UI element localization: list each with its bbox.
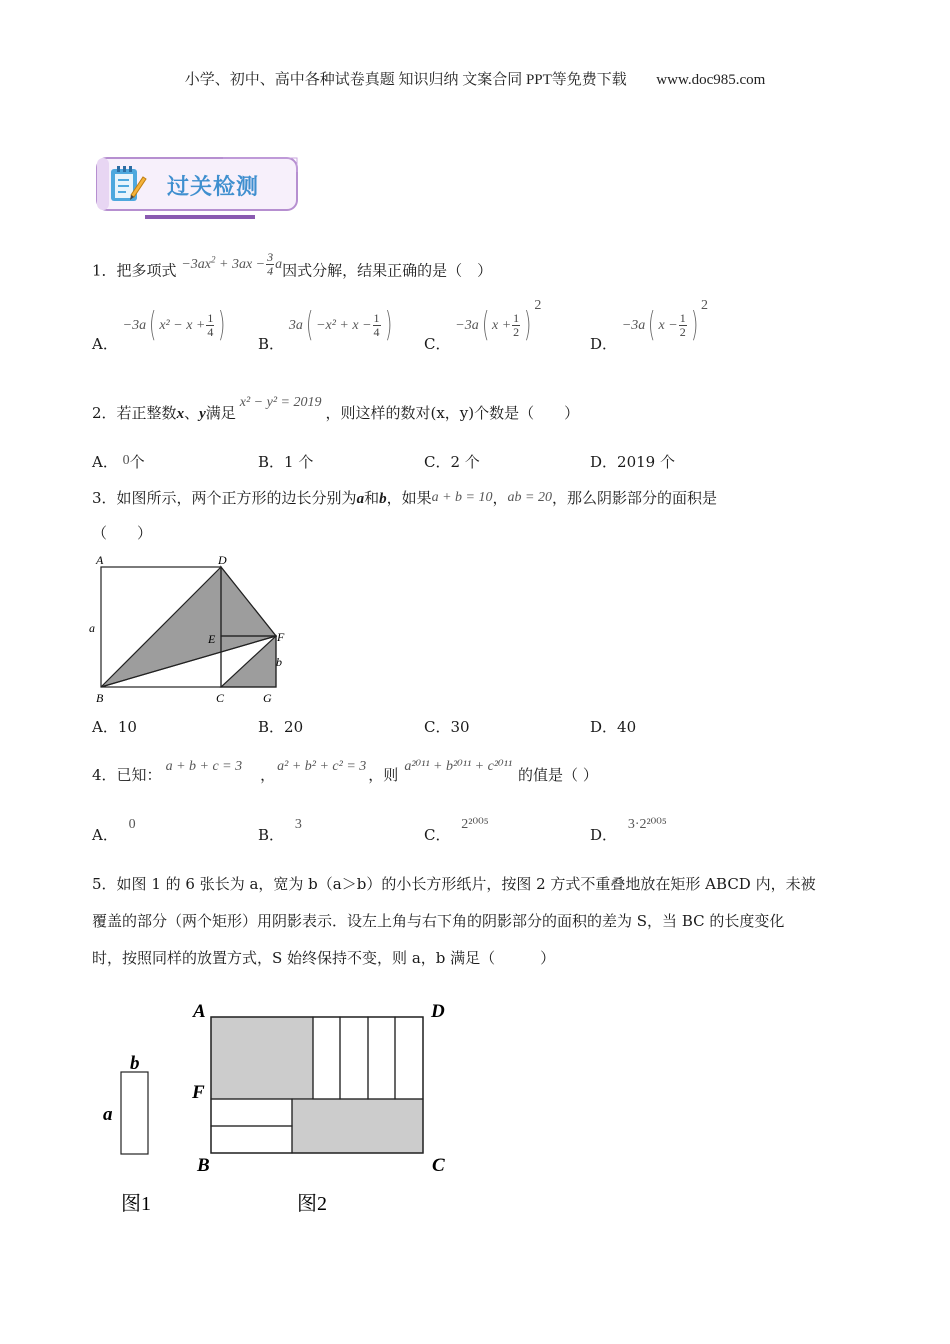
q1-frac-den: 4 (267, 263, 274, 278)
frac-den: 4 (207, 324, 214, 339)
q2-equation: x² − y² = 2019 (239, 395, 322, 410)
fig2-label-b: B (197, 1155, 210, 1176)
q2-sep: 、 (184, 404, 200, 422)
label-g: G (263, 691, 272, 705)
label-d: D (218, 553, 227, 567)
notepad-pencil-icon (109, 165, 147, 205)
fig2-label-a: A (193, 1001, 206, 1022)
q2-var-x: x (176, 406, 185, 422)
option-label: B． (258, 335, 285, 353)
q4-comma: ， (260, 766, 276, 784)
question-1 (92, 249, 493, 286)
q4-option-b[interactable] (258, 817, 302, 848)
q2-prefix: 若正整数 (116, 404, 177, 422)
label-f: F (277, 630, 285, 644)
q1-frac-num: 3 (267, 249, 274, 264)
q5-number: 5． (92, 875, 117, 893)
option-frac (373, 312, 381, 339)
q3-var-b: b (379, 491, 387, 507)
option-inner: x − (658, 318, 678, 333)
option-coef: −3a (122, 318, 147, 333)
option-label: B． (258, 718, 285, 736)
right-paren: ) (218, 305, 226, 345)
frac-den: 2 (513, 324, 520, 339)
question-4 (92, 759, 598, 788)
q3-text1: 如图所示，两个正方形的边长分别为 (116, 489, 357, 507)
fig2-horizontal-strip (211, 1099, 292, 1126)
frac-num: 1 (513, 310, 520, 325)
q4-option-a[interactable] (92, 817, 136, 848)
label-b: B (96, 691, 104, 705)
fig2-label-f: F (192, 1082, 205, 1103)
banner-title: 过关检测 (167, 175, 260, 200)
option-frac (679, 312, 687, 339)
option-label: A． (92, 335, 118, 353)
option-inner: −x² + x − (316, 318, 372, 333)
header-left-text: 小学、初中、高中各种试卷真题 知识归纳 文案合同 PPT等免费下载 (184, 72, 627, 88)
q3-answer-paren: （ ） (92, 524, 153, 542)
q4-option-d[interactable] (590, 817, 667, 848)
q2-suffix: ，则这样的数对(x，y)个数是（ ） (325, 404, 580, 422)
label-side-a: a (89, 621, 95, 635)
q1-option-b[interactable] (258, 305, 395, 353)
q4-eq2: a² + b² + c² = 3 (277, 759, 367, 774)
option-value: 20 (284, 718, 304, 736)
option-value: 0 (128, 817, 136, 832)
fig1-label-b: b (130, 1053, 140, 1074)
option-label: B． (258, 453, 285, 471)
option-label: D． (590, 826, 618, 844)
option-value: 2019 个 (617, 453, 675, 471)
q3-option-a[interactable] (92, 716, 137, 738)
fig2-shaded-top-left (211, 1017, 313, 1099)
fig2-vertical-strip (313, 1017, 340, 1099)
fig2-vertical-strip (395, 1017, 423, 1099)
option-label: C． (424, 718, 451, 736)
question-3 (92, 487, 717, 511)
option-value: 3 (294, 817, 302, 832)
option-value: 2²⁰⁰⁵ (461, 817, 489, 832)
q4-then: ，则 (368, 766, 399, 784)
question-2 (92, 395, 580, 426)
frac-num: 1 (679, 310, 686, 325)
fig2-caption: 图2 (297, 1193, 327, 1215)
left-paren: ( (305, 305, 314, 345)
option-value: 10 (117, 718, 137, 736)
q3-text3: ，那么阴影部分的面积是 (551, 489, 717, 507)
frac-num: 1 (207, 310, 214, 325)
q4-eq1: a + b + c = 3 (165, 759, 243, 774)
q2-mid: 满足 (205, 404, 236, 422)
option-label: D． (590, 335, 618, 353)
label-side-b: b (276, 655, 282, 669)
q2-option-c[interactable] (424, 451, 480, 473)
option-value: 40 (617, 718, 637, 736)
q1-expr-a: −3ax (181, 256, 212, 272)
page-header (0, 68, 950, 89)
q3-and: 和 (364, 489, 380, 507)
option-value: 2 个 (450, 453, 480, 471)
q4-suffix: 的值是（ ） (518, 766, 598, 784)
option-inner: x + (491, 318, 512, 333)
q1-expr-frac (266, 251, 274, 278)
q5-line-3: 时，按照同样的放置方式，S 始终保持不变，则 a，b 满足（ ） (92, 949, 556, 967)
q4-prefix: 已知： (116, 766, 162, 784)
fig1-label-a: a (103, 1104, 113, 1125)
q3-option-c[interactable] (424, 716, 470, 738)
option-unit: 个 (129, 453, 145, 471)
q1-number: 1． (92, 261, 117, 280)
q1-expr (181, 249, 283, 278)
q1-option-d[interactable] (590, 298, 708, 353)
shaded-triangle-def (221, 567, 276, 636)
fig2-shaded-bottom-right (292, 1099, 423, 1153)
q3-eq1: a + b = 10 (431, 490, 493, 505)
option-value: 3·2²⁰⁰⁵ (627, 817, 667, 832)
q1-option-a[interactable] (92, 305, 229, 353)
option-label: D． (590, 453, 618, 471)
option-coef: −3a (621, 318, 646, 333)
left-paren: ( (648, 305, 656, 345)
q2-option-a[interactable] (92, 451, 145, 475)
option-label: D． (590, 718, 618, 736)
section-banner (93, 156, 303, 222)
option-label: B． (258, 826, 285, 844)
q1-expr-exp: 2 (211, 254, 216, 264)
fig2-vertical-strip (368, 1017, 395, 1099)
fig2-horizontal-strip (211, 1126, 292, 1153)
q2-option-b[interactable] (258, 451, 313, 473)
right-paren: ) (690, 305, 698, 345)
q4-number: 4． (92, 766, 117, 784)
q2-option-d[interactable] (590, 451, 675, 473)
q5-line-2: 覆盖的部分（两个矩形）用阴影表示．设左上角与右下角的阴影部分的面积的差为 S，当 BC 的长度变化 (92, 912, 785, 930)
q1-suffix: 因式分解，结果正确的是（ ） (282, 261, 493, 280)
label-e: E (208, 632, 216, 646)
left-paren: ( (481, 305, 489, 345)
frac-num: 1 (373, 310, 380, 325)
q3-eq2: ab = 20 (507, 490, 552, 505)
fig1-rectangle (121, 1072, 148, 1154)
option-label: A． (92, 826, 118, 844)
option-value: 30 (450, 718, 470, 736)
q3-text2: ，如果 (386, 489, 432, 507)
fig2-label-c: C (432, 1155, 445, 1176)
question-5 (92, 873, 816, 895)
fig1-caption: 图1 (121, 1193, 151, 1215)
option-label: A． (92, 718, 118, 736)
left-paren: ( (149, 305, 157, 345)
q5-line1: 如图 1 的 6 张长为 a，宽为 b（a＞b）的小长方形纸片，按图 2 方式不重叠地放在矩形 ABCD 内，未被 (116, 875, 816, 893)
option-label: C． (424, 335, 451, 353)
fig2-vertical-strip (340, 1017, 368, 1099)
header-url: www.doc985.com (656, 72, 766, 88)
option-label: C． (424, 826, 451, 844)
option-power: 2 (700, 298, 708, 313)
option-coef: 3a (288, 318, 303, 333)
q3-option-b[interactable] (258, 716, 303, 738)
q2-number: 2． (92, 404, 117, 422)
q3-number: 3． (92, 489, 117, 507)
right-paren: ) (524, 305, 532, 345)
option-inner: x² − x + (159, 318, 206, 333)
q1-expr-b: + 3ax − (219, 256, 266, 272)
option-value: 1 个 (284, 453, 314, 471)
q1-option-c[interactable] (424, 298, 542, 353)
q3-var-a: a (356, 491, 365, 507)
label-c: C (216, 691, 225, 705)
q5-figures (95, 995, 475, 1225)
frac-den: 2 (679, 324, 686, 339)
q4-expr: a²⁰¹¹ + b²⁰¹¹ + c²⁰¹¹ (404, 759, 513, 774)
right-paren: ) (384, 305, 392, 345)
q1-expr-c: a (275, 256, 283, 272)
q3-figure (86, 550, 286, 710)
option-value: 0 (122, 453, 130, 468)
option-label: A． (92, 453, 118, 471)
option-frac (206, 312, 214, 339)
option-label: C． (424, 453, 451, 471)
option-coef: −3a (455, 318, 479, 333)
fig2-label-d: D (431, 1001, 445, 1022)
option-frac (512, 312, 520, 339)
frac-den: 4 (373, 324, 380, 339)
q4-option-c[interactable] (424, 817, 489, 848)
label-a: A (96, 553, 104, 567)
q3-option-d[interactable] (590, 716, 636, 738)
option-power: 2 (534, 298, 542, 313)
q3-comma: ， (492, 489, 508, 507)
q1-prefix: 把多项式 (116, 261, 177, 280)
q2-var-y: y (199, 406, 206, 422)
